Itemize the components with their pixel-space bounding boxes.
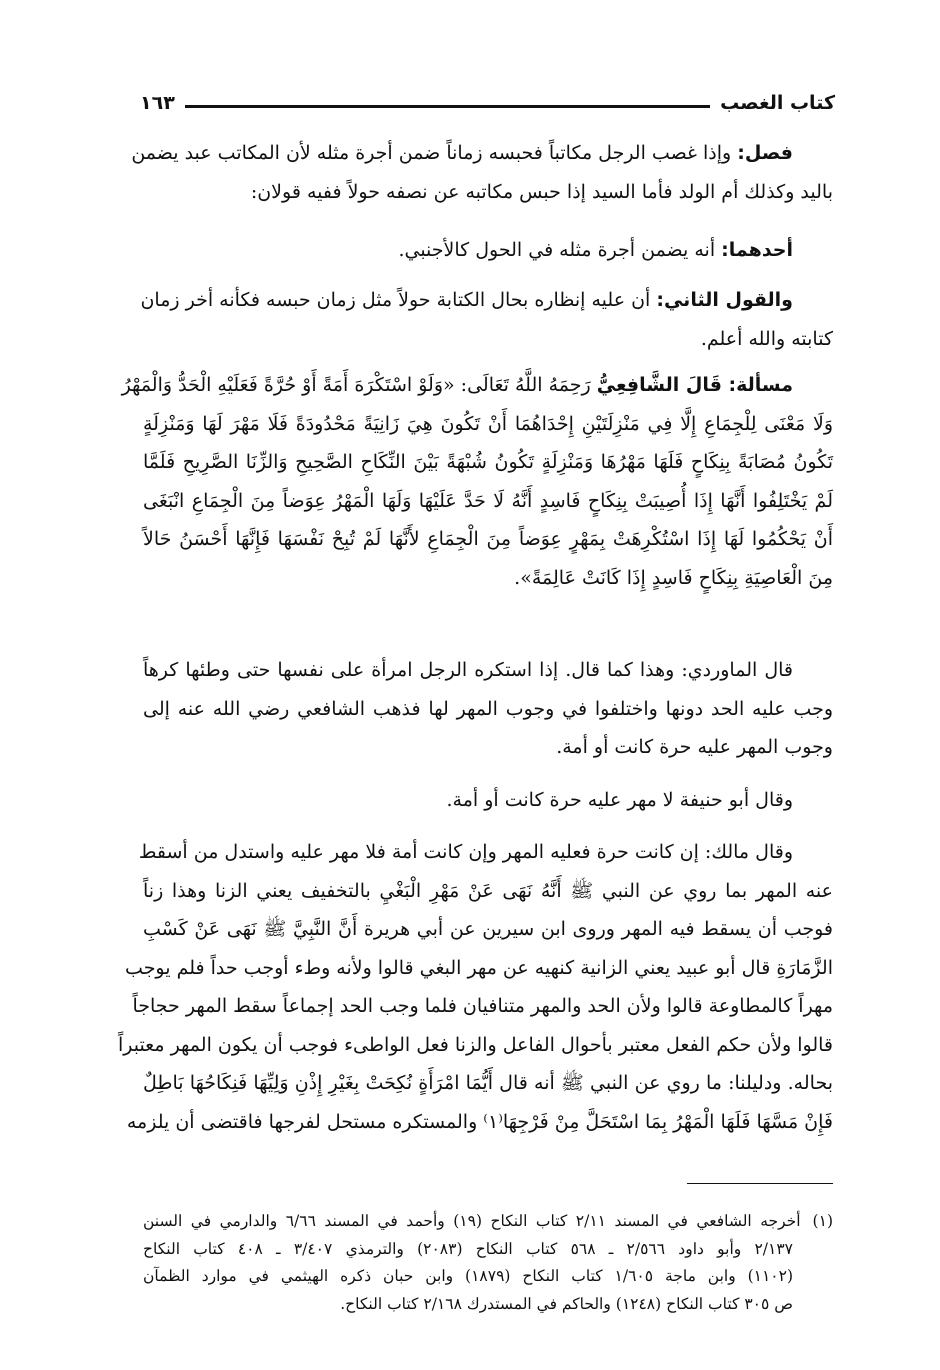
text-line: [143, 559, 833, 598]
footnote-marker: (١): [812, 1212, 833, 1230]
text-line: [126, 1103, 833, 1142]
line-text: فَإِنْ مَسَّهَا فَلَهَا الْمَهْرُ بِمَا اسْتَحَلَّ مِنْ فَرْجِهَا⁽١⁾ والمستكره مستحل لفرجها فاقتضى أن يلزمه: [126, 1110, 833, 1133]
text-line: [140, 281, 833, 320]
paragraph-lead: والقول الثاني:: [656, 289, 793, 311]
line-text: رَحِمَهُ اللَّهُ تَعَالَى: «وَلَوْ اسْتَكْرَهَ أَمَةً أَوْ حُرَّةً فَعَلَيْهِ الْحَدُّ وَالْمَهْرُ: [121, 374, 591, 396]
paragraph: [143, 781, 833, 820]
line-text: أخرجه الشافعي في المسند ٢/١١ كتاب النكاح (١٩) وأحمد في المسند ٦/٦٦ والدارمي في السنن: [143, 1212, 801, 1230]
line-text: (١١٠٢) وابن ماجة ١/٦٠٥ كتاب النكاح (١٨٧٩) وابن حبان ذكره الهيثمي في موارد الظمآن: [143, 1267, 793, 1285]
paragraph: [140, 281, 833, 358]
line-text: الزَّمَارَةِ قال أبو عبيد يعني الزانية كنهيه عن مهر البغي قالوا ولأنه وطء أوجب حداً فلم يوجب: [125, 956, 833, 979]
line-text: قالوا ولأن حكم الفعل معتبر بأحوال الفاعل والزنا فعل الواطىء فوجب أن يكون المهر معتبراً: [117, 1033, 833, 1056]
chapter-title: كتاب الغصب: [720, 92, 835, 114]
footnote: [143, 1208, 833, 1318]
line-text: وجوب المهر عليه حرة كانت أو أمة.: [556, 736, 833, 758]
line-text: عنه المهر بما روي عن النبي ﷺ أَنَّهُ نَهَى عَنْ مَهْرِ الْبَغْيِ بالتخفيف يعني الزنا وهذا زناً: [143, 879, 833, 902]
paragraph-lead: فصل:: [737, 142, 793, 164]
line-text: لَمْ يَخْتَلِفُوا أَنَّهَا إِذَا أُصِيبَتْ بِنِكَاحٍ فَاسِدٍ أَنَّهُ لَا حَدَّ عَلَيْهَا وَلَهَا الْمَهْرُ عِوَضاً مِنَ الْجِمَاعِ انْبَغَى: [143, 489, 833, 512]
text-line: [143, 520, 833, 559]
text-line: [143, 173, 833, 212]
line-text: فوجب أن يسقط فيه المهر وروى ابن سيرين عن أبي هريرة أَنَّ النَّبِيَّ ﷺ نَهَى عَنْ كَسْبِ: [143, 918, 833, 940]
line-text: وَلَا مَعْنَى لِلْجِمَاعِ إِلَّا فِي مَنْزِلَتَيْنِ إِحْدَاهُمَا أَنْ تَكُونَ هِيَ زَانِيَةً مَحْدُودَةً فَلَا مَهْرَ لَهَا وَمَنْزِلَةٍ: [143, 412, 833, 435]
paragraph: [117, 833, 833, 1141]
footnote-line: [143, 1291, 833, 1319]
text-line: [117, 1026, 833, 1065]
text-line: [132, 987, 833, 1026]
running-header: [140, 88, 835, 118]
footnote-separator: [687, 1183, 833, 1184]
text-line: [143, 1064, 833, 1103]
text-line: [143, 482, 833, 521]
text-line: [143, 231, 833, 270]
paragraph: [121, 366, 833, 597]
line-text: بحاله. ودليلنا: ما روي عن النبي ﷺ أنه قال أَيُّمَا امْرَأَةٍ نُكِحَتْ بِغَيْرِ إِذْنِ وَلِيِّهَا فَنِكَاحُهَا بَاطِلٌ: [143, 1072, 833, 1094]
text-line: [131, 134, 833, 173]
header-rule: [185, 105, 710, 108]
text-line: [121, 366, 833, 405]
text-line: [143, 443, 833, 482]
text-line: [125, 949, 833, 988]
footnote-line: [143, 1208, 833, 1236]
text-line: [143, 781, 833, 820]
text-line: [143, 872, 833, 911]
page-number: ١٦٣: [140, 92, 175, 114]
paragraph: [131, 134, 833, 211]
footnote-line: [143, 1236, 833, 1264]
paragraph: [143, 231, 833, 270]
line-text: ص ٣٠٥ كتاب النكاح (١٢٤٨) والحاكم في المستدرك ٢/١٦٨ كتاب النكاح.: [340, 1294, 793, 1313]
footnote-line: [143, 1263, 833, 1291]
line-text: وقال مالك: إن كانت حرة فعليه المهر وإن كانت أمة فلا مهر عليه واستدل من أسقط: [138, 841, 793, 863]
text-line: [143, 690, 833, 729]
line-text: مهراً كالمطاوعة قالوا ولأن الحد والمهر متنافيان فلما وجب الحد إجماعاً سقط المهر حجاجاً: [132, 995, 833, 1017]
text-line: [143, 651, 833, 690]
line-text: أَنْ يَحْكُمُوا لَهَا إِذَا اسْتُكْرِهَتْ بِمَهْرٍ عِوَضاً مِنَ الْجِمَاعِ لأَنَّهَا لَمْ تُبِحْ نَفْسَهَا فَإِنَّهَا أَحْسَنُ حَالاً: [143, 528, 833, 550]
text-line: [143, 320, 833, 359]
line-text: أن عليه إنظاره بحال الكتابة حولاً مثل زمان حبسه فكأنه أخر زمان: [140, 289, 651, 311]
line-text: أنه يضمن أجرة مثله في الحول كالأجنبي.: [398, 239, 716, 261]
line-text: باليد وكذلك أم الولد فأما السيد إذا حبس مكاتبه عن نصفه حولاً ففيه قولان:: [250, 180, 833, 203]
line-text: وقال أبو حنيفة لا مهر عليه حرة كانت أو أمة.: [446, 789, 793, 811]
line-text: وإذا غصب الرجل مكاتباً فحبسه زماناً ضمن أجرة مثله لأن المكاتب عبد يضمن: [131, 142, 732, 164]
text-line: [143, 728, 833, 767]
paragraph-lead: أحدهما:: [721, 239, 793, 261]
paragraph-lead: مسألة: قَالَ الشَّافِعِيُّ: [596, 374, 793, 396]
line-text: تَكُونُ مُصَابَةً بِنِكَاحٍ فَلَهَا مَهْرُهَا وَمَنْزِلَةٍ تَكُونُ شُبْهَةً بَيْنَ النِّكَاحِ الصَّحِيحِ وَالزِّنَا الصَّرِيحِ فَلَمَّا: [143, 451, 833, 473]
text-line: [143, 405, 833, 444]
line-text: كتابته والله أعلم.: [700, 327, 833, 350]
text-line: [138, 833, 833, 872]
line-text: قال الماوردي: وهذا كما قال. إذا استكره الرجل امرأة على نفسها حتى وطئها كرهاً: [143, 659, 793, 681]
text-line: [143, 910, 833, 949]
line-text: ٢/١٣٧ وأبو داود ٢/٥٦٦ ـ ٥٦٨ كتاب النكاح (٢٠٨٣) والترمذي ٣/٤٠٧ ـ ٤٠٨ كتاب النكاح: [143, 1239, 793, 1258]
line-text: وجب عليه الحد دونها واختلفوا في وجوب المهر لها فذهب الشافعي رضي الله عنه إلى: [143, 697, 833, 720]
paragraph: [143, 651, 833, 767]
line-text: مِنَ الْعَاصِيَةِ بِنِكَاحٍ فَاسِدٍ إِذَا كَانَتْ عَالِمَةً».: [514, 566, 833, 589]
